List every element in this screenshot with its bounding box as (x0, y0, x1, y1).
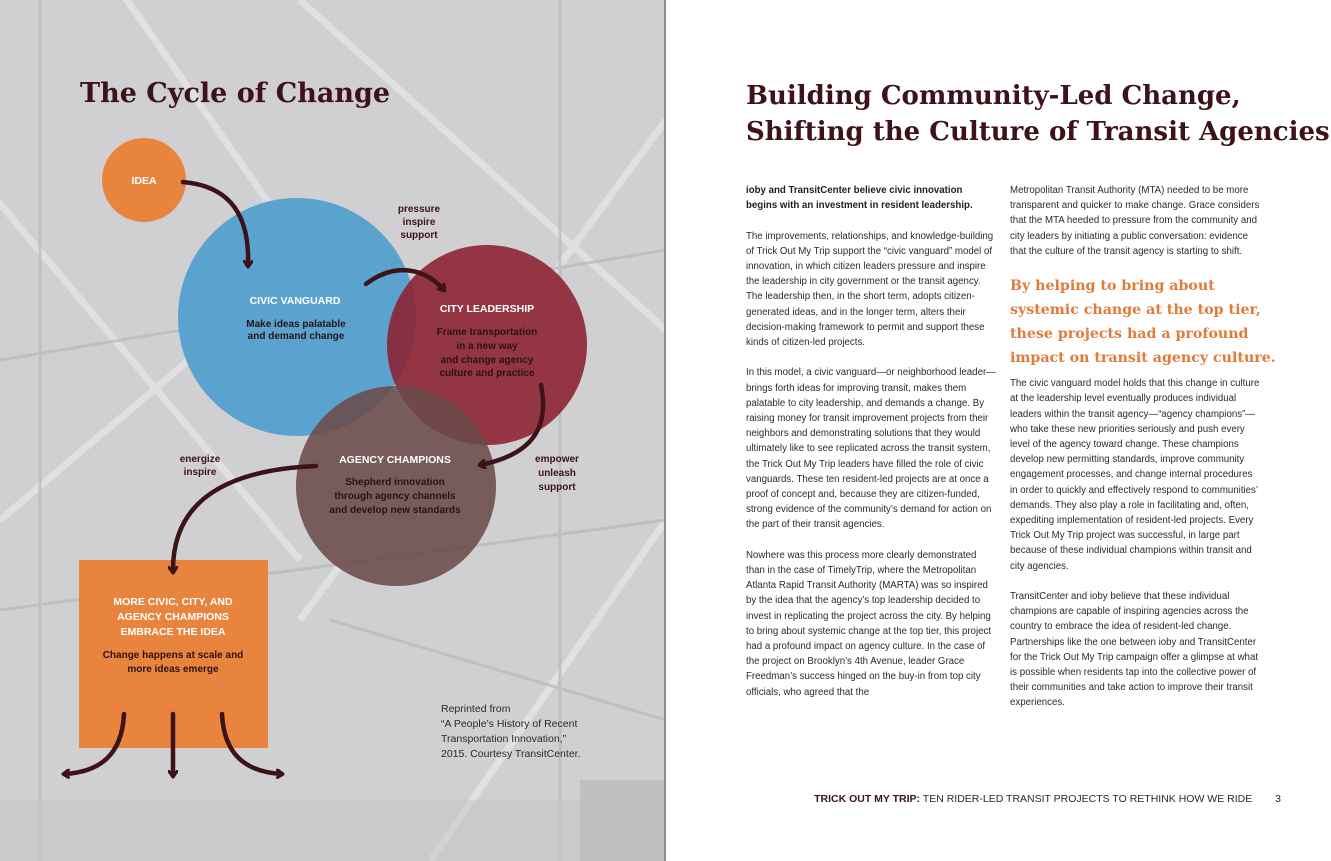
civic-vanguard-desc-1: Make ideas palatable (246, 319, 346, 330)
credit-line-4: 2015. Courtesy TransitCenter. (441, 748, 581, 760)
city-leadership-title: CITY LEADERSHIP (439, 303, 535, 315)
more-champions-title-1: MORE CIVIC, CITY, AND (113, 596, 233, 608)
page-title-line-2: Shifting the Culture of Transit Agencies (746, 117, 1330, 147)
civic-vanguard-title: CIVIC VANGUARD (249, 295, 341, 307)
body-paragraph: Nowhere was this process more clearly demonstrated than in the case of TimelyTrip, where the Metropolitan Atlanta Rapid Transit Authority (MARTA) was so inspired by the idea that the agency’s top leadership decided to invest in replicating the project across the city. By helping to bring about systemic change at the top tier, this project had a profound impact on agency culture. In the case of the project on Brooklyn’s 4th Avenue, leader Grace Freedman’s success hinged on the buy-in from top city officials, who agreed that the (746, 549, 992, 698)
credit-line-1: Reprinted from (441, 703, 511, 715)
text-column-1 (746, 183, 996, 715)
body-paragraph: The improvements, relationships, and knowledge-building of Trick Out My Trip support the “civic vanguard” model of innovation, in which citizen leaders pressure and inspire the leadership in city government or the transit agency. The leadership then, in the short term, adopts citizen-generated ideas, and in the longer term, alters their decision-making framework to permit and support these kinds of citizen-led projects. (746, 230, 994, 349)
label-empower: empower (535, 454, 579, 465)
pull-quote-line: these projects had a profound (1010, 326, 1249, 343)
label-inspire-2: inspire (183, 467, 217, 478)
more-champions-title-3: EMBRACE THE IDEA (120, 626, 226, 638)
pull-quote (1010, 274, 1276, 370)
pull-quote-line: By helping to bring about (1010, 278, 1215, 295)
more-champions-desc-2: more ideas emerge (127, 664, 219, 675)
arrow-agency-to-more (173, 466, 316, 572)
right-page (668, 0, 1331, 861)
text-column-2 (1010, 183, 1276, 726)
reprint-credit (441, 702, 611, 762)
label-support-2: support (538, 482, 576, 493)
credit-line-2: “A People’s History of Recent (441, 718, 578, 730)
city-leadership-desc-1: Frame transportation (436, 327, 538, 338)
label-support: support (400, 230, 438, 241)
civic-vanguard-desc-2: and demand change (247, 331, 345, 342)
body-paragraph: In this model, a civic vanguard—or neighborhood leader—brings forth ideas for improving transit, makes them palatable to city leadership, and demands a change. By raising money for transit improvement projects from their neighbors and demonstrating solutions that they would ultimately like to see replicated across the transit system, the Trick Out My Trip leaders have filled the role of civic vanguards. These ten resident-led projects are at once a proof of concept and, because they are citizen-funded, strong evidence of the community’s demand for action on the part of their transit agencies. (746, 367, 996, 531)
agency-champions-desc-3: and develop new standards (329, 505, 461, 516)
label-pressure: pressure (397, 204, 441, 215)
footer-subtitle: TEN RIDER-LED TRANSIT PROJECTS TO RETHINK HOW WE RIDE (922, 793, 1253, 805)
more-champions-desc-1: Change happens at scale and (102, 650, 244, 661)
agency-champions-desc-2: through agency channels (334, 491, 456, 502)
label-energize: energize (179, 454, 221, 465)
lead-paragraph: ioby and TransitCenter believe civic innovation begins with an investment in resident leadership. (746, 185, 973, 212)
diagram-title: The Cycle of Change (80, 78, 391, 109)
city-leadership-desc-2: in a new way (456, 341, 518, 352)
credit-line-3: Transportation Innovation,” (441, 733, 567, 745)
page-footer (814, 793, 1281, 805)
page-number: 3 (1275, 793, 1281, 805)
pull-quote-line: systemic change at the top tier, (1010, 302, 1261, 319)
label-inspire: inspire (402, 217, 436, 228)
footer-brand: TRICK OUT MY TRIP: (814, 793, 921, 805)
agency-champions-title: AGENCY CHAMPIONS (339, 454, 451, 466)
body-paragraph: The civic vanguard model holds that this change in culture at the leadership level eventually produces individual leaders within the transit agency—“agency champions”—who take these new priorities seriously and push every level of the agency toward change. These champions develop new permitting standards, improve community engagement processes, and change internal procedures in order to quickly and effectively respond to communities’ demands. They also play a role in facilitating and, often, expediting implementation of resident-led projects. Every Trick Out My Trip project was successful, in large part because of these individual champions within transit and city agencies. (1010, 378, 1260, 572)
city-leadership-desc-4: culture and practice (439, 368, 535, 379)
city-leadership-desc-3: and change agency (440, 355, 534, 366)
label-unleash: unleash (538, 468, 576, 479)
page-title (746, 78, 1330, 150)
body-paragraph: Metropolitan Transit Authority (MTA) needed to be more transparent and quicker to make change. Grace considers that the MTA heeded to pressure from the community and city leaders by initiating a public conversation: evidence that the culture of the transit agency is starting to shift. (1010, 185, 1260, 257)
page-title-line-1: Building Community-Led Change, (746, 81, 1241, 111)
agency-champions-desc-1: Shepherd innovation (345, 477, 445, 488)
idea-label: IDEA (131, 175, 157, 187)
body-paragraph: TransitCenter and ioby believe that these individual champions are capable of inspiring agencies across the country to embrace the idea of resident-led change. Partnerships like the one between ioby and TransitCenter for the Trick Out My Trip campaign offer a glimpse at what is possible when residents tap into the collective power of their communities and take action to improve their transit experiences. (1010, 591, 1259, 709)
pull-quote-line: impact on transit agency culture. (1010, 350, 1276, 367)
more-champions-title-2: AGENCY CHAMPIONS (117, 611, 229, 623)
